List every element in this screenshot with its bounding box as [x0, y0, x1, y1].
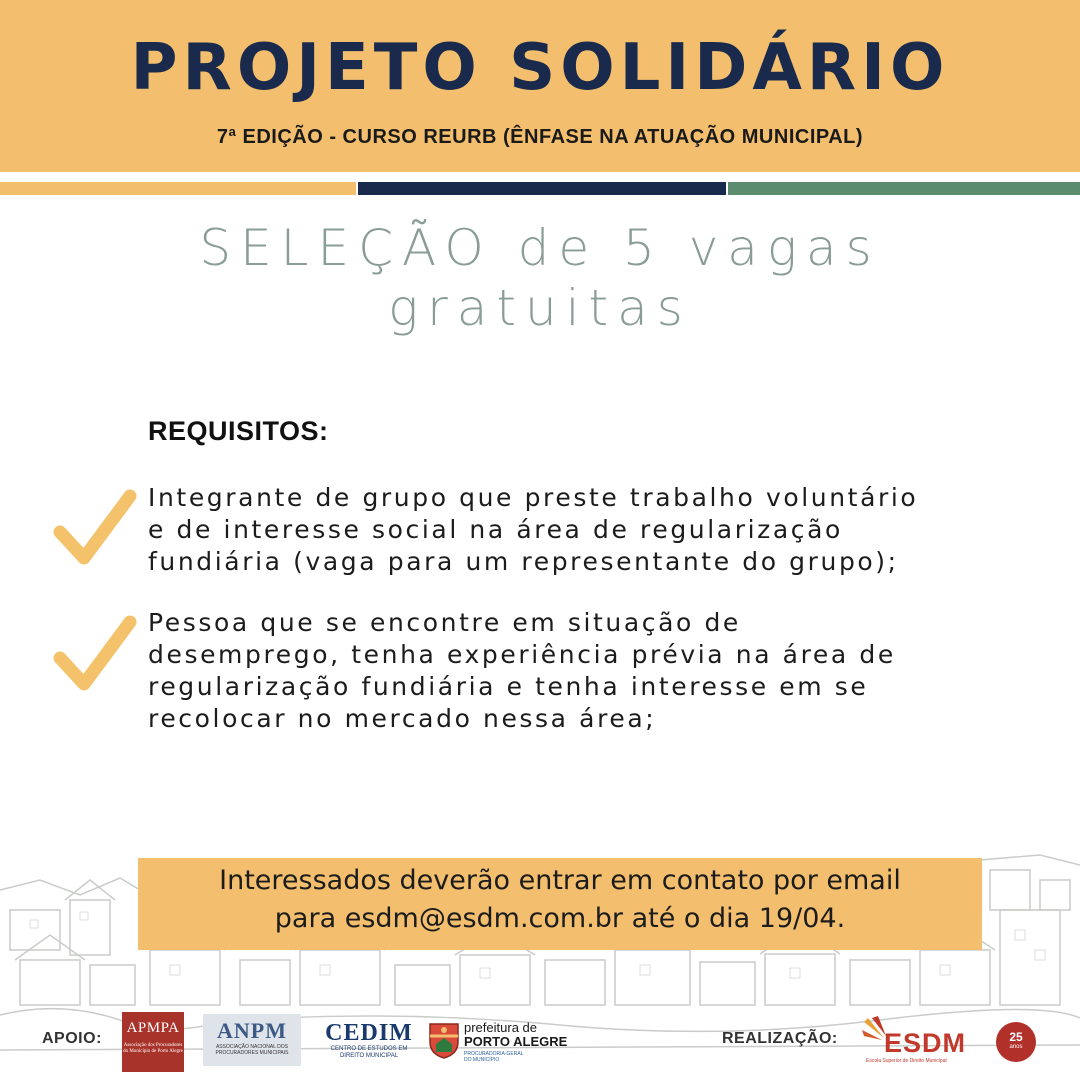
poa-logo-line-2: PORTO ALEGRE [464, 1034, 568, 1049]
anpm-logo-name: ANPM [217, 1018, 287, 1043]
anniversary-number: 25 [1009, 1030, 1023, 1044]
divider-stripe-green [728, 182, 1080, 195]
requirement-line: Integrante de grupo que preste trabalho voluntário [148, 483, 919, 512]
contact-line-2: para esdm@esdm.com.br até o dia 19/04. [274, 903, 846, 934]
anpm-logo-tagline: ASSOCIAÇÃO NACIONAL DOS PROCURADORES MUNICIPAIS [215, 1044, 289, 1056]
page-title: PROJETO SOLIDÁRIO [130, 31, 950, 105]
poa-logo-line-1: prefeitura de [464, 1020, 537, 1035]
requirement-line: Pessoa que se encontre em situação de [148, 608, 741, 637]
headline-line-2: gratuitas [388, 279, 692, 337]
requirement-line: regularização fundiária e tenha interesse em se [148, 672, 869, 701]
requirement-item-2 [148, 607, 1053, 735]
contact-box [138, 858, 982, 950]
headline [0, 218, 1080, 338]
headline-line-1: SELEÇÃO de 5 vagas [199, 219, 881, 277]
apmpa-logo [122, 1012, 184, 1072]
porto-alegre-logo [428, 1018, 578, 1068]
anniversary-unit: anos [1009, 1044, 1023, 1050]
header-banner [0, 0, 1080, 172]
divider-stripe-navy [358, 182, 726, 195]
apmpa-logo-name: APMPA [126, 1020, 180, 1036]
page-subtitle: 7ª EDIÇÃO - CURSO REURB (ÊNFASE NA ATUAÇÃO MUNICIPAL) [216, 126, 864, 148]
anpm-logo [203, 1014, 301, 1066]
contact-line-1: Interessados deverão entrar em contato por email [219, 865, 901, 896]
anniversary-badge [996, 1022, 1036, 1062]
poa-logo-line-3: PROCURADORIA-GERAL DO MUNICÍPIO [464, 1051, 524, 1063]
esdm-logo-tagline: Escola Superior de Direito Municipal [866, 1058, 947, 1064]
checkmark-icon [50, 610, 140, 700]
cedim-logo-tagline: CENTRO DE ESTUDOS EM DIREITO MUNICIPAL [330, 1046, 408, 1059]
esdm-logo [862, 1014, 990, 1064]
cedim-logo-name: CEDIM [325, 1020, 413, 1046]
requirement-line: e de interesse social na área de regularização [148, 515, 843, 544]
requirement-line: fundiária (vaga para um representante do grupo); [148, 547, 899, 576]
cedim-logo [325, 1020, 413, 1064]
realizacao-label: REALIZAÇÃO: [722, 1030, 838, 1047]
requirements-title: REQUISITOS: [148, 416, 329, 446]
requirement-item-1 [148, 482, 1053, 578]
city-crest-icon [428, 1020, 460, 1060]
apmpa-logo-tagline: Associação dos Procuradores do Município de Porto Alegre [123, 1043, 183, 1054]
requirement-line: recolocar no mercado nessa área; [148, 704, 657, 733]
esdm-logo-name: ESDM [884, 1028, 967, 1058]
requirement-line: desemprego, tenha experiência prévia na área de [148, 640, 896, 669]
divider-stripe-yellow [0, 182, 356, 195]
checkmark-icon [50, 484, 140, 574]
apoio-label: APOIO: [42, 1030, 102, 1047]
